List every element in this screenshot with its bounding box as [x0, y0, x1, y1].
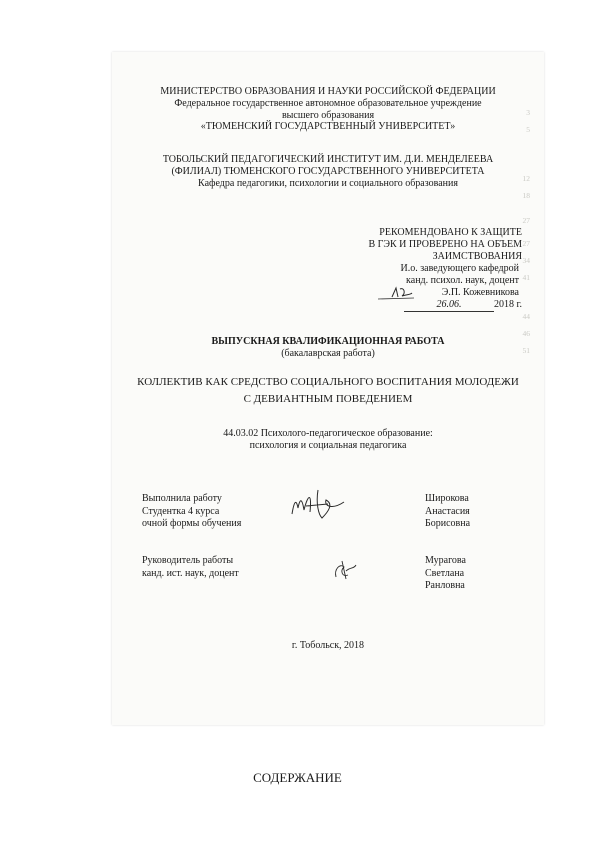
- specialty-line-2: психология и социальная педагогика: [249, 439, 407, 451]
- author-labels: [142, 493, 241, 531]
- approval-degree: канд. психол. наук, доцент: [406, 275, 519, 286]
- approval-line-3: ЗАИМСТВОВАНИЯ: [432, 251, 522, 262]
- author-patronymic: Борисовна: [425, 518, 471, 529]
- author-label-2: Студентка 4 курса: [142, 505, 220, 517]
- contents-heading: СОДЕРЖАНИЕ: [253, 770, 342, 785]
- work-subtype: (бакалаврская работа): [281, 347, 375, 359]
- work-title-block: [112, 376, 544, 406]
- supervisor-label-2: канд. ист. наук, доцент: [142, 567, 239, 579]
- ministry-name: МИНИСТЕРСТВО ОБРАЗОВАНИЯ И НАУКИ РОССИЙСКОЙ ФЕДЕРАЦИИ: [160, 86, 496, 97]
- work-title-line-2: С ДЕВИАНТНЫМ ПОВЕДЕНИЕМ: [243, 393, 413, 406]
- show-through-text: 3 5 12 18 27 27 34 41 44 46 51: [522, 108, 530, 355]
- institution-line-2: высшего образования: [281, 109, 375, 121]
- institution-line-3: «ТЮМЕНСКИЙ ГОСУДАРСТВЕННЫЙ УНИВЕРСИТЕТ»: [200, 121, 456, 133]
- approval-year: 2018 г.: [494, 299, 522, 310]
- branch-block: [112, 154, 544, 189]
- supervisor-names: [425, 555, 466, 593]
- work-type-block: [112, 336, 544, 360]
- work-type: ВЫПУСКНАЯ КВАЛИФИКАЦИОННАЯ РАБОТА: [211, 336, 445, 347]
- approval-date-handwritten: 26.06.: [404, 299, 494, 312]
- supervisor-patronymic: Ранловна: [425, 580, 465, 591]
- approval-line-2: В ГЭК И ПРОВЕРЕНО НА ОБЪЕМ: [368, 239, 522, 250]
- author-names: [425, 493, 470, 531]
- supervisor-labels: [142, 555, 239, 580]
- approval-name: Э.П. Кожевникова: [441, 287, 519, 298]
- specialty-block: [112, 428, 544, 452]
- supervisor-signature: [330, 557, 360, 583]
- branch-line-2: (ФИЛИАЛ) ТЮМЕНСКОГО ГОСУДАРСТВЕННОГО УНИВЕРСИТЕТА: [171, 165, 485, 177]
- supervisor-first-name: Светлана: [425, 567, 465, 579]
- approval-role: И.о. заведующего кафедрой: [400, 263, 519, 274]
- supervisor-surname: Мурагова: [425, 555, 466, 566]
- author-label-3: очной формы обучения: [142, 518, 242, 529]
- header-block: [112, 86, 544, 133]
- department-name: Кафедра педагогики, психологии и социального образования: [198, 177, 458, 189]
- specialty-line-1: 44.03.02 Психолого-педагогическое образование:: [223, 428, 433, 439]
- branch-line-1: ТОБОЛЬСКИЙ ПЕДАГОГИЧЕСКИЙ ИНСТИТУТ ИМ. Д.И. МЕНДЕЛЕЕВА: [162, 154, 494, 165]
- author-label-1: Выполнила работу: [142, 493, 222, 504]
- work-title-line-1: КОЛЛЕКТИВ КАК СРЕДСТВО СОЦИАЛЬНОГО ВОСПИТАНИЯ МОЛОДЕЖИ: [137, 376, 519, 388]
- approval-signature: [374, 285, 424, 303]
- institution-line-1: Федеральное государственное автономное образовательное учреждение: [174, 97, 482, 109]
- author-first-name: Анастасия: [425, 505, 470, 517]
- place-year: г. Тобольск, 2018: [291, 640, 365, 651]
- approval-line-1: РЕКОМЕНДОВАНО К ЗАЩИТЕ: [379, 227, 522, 238]
- author-signature: [288, 484, 350, 524]
- author-surname: Широкова: [425, 493, 469, 504]
- supervisor-label-1: Руководитель работы: [142, 555, 234, 566]
